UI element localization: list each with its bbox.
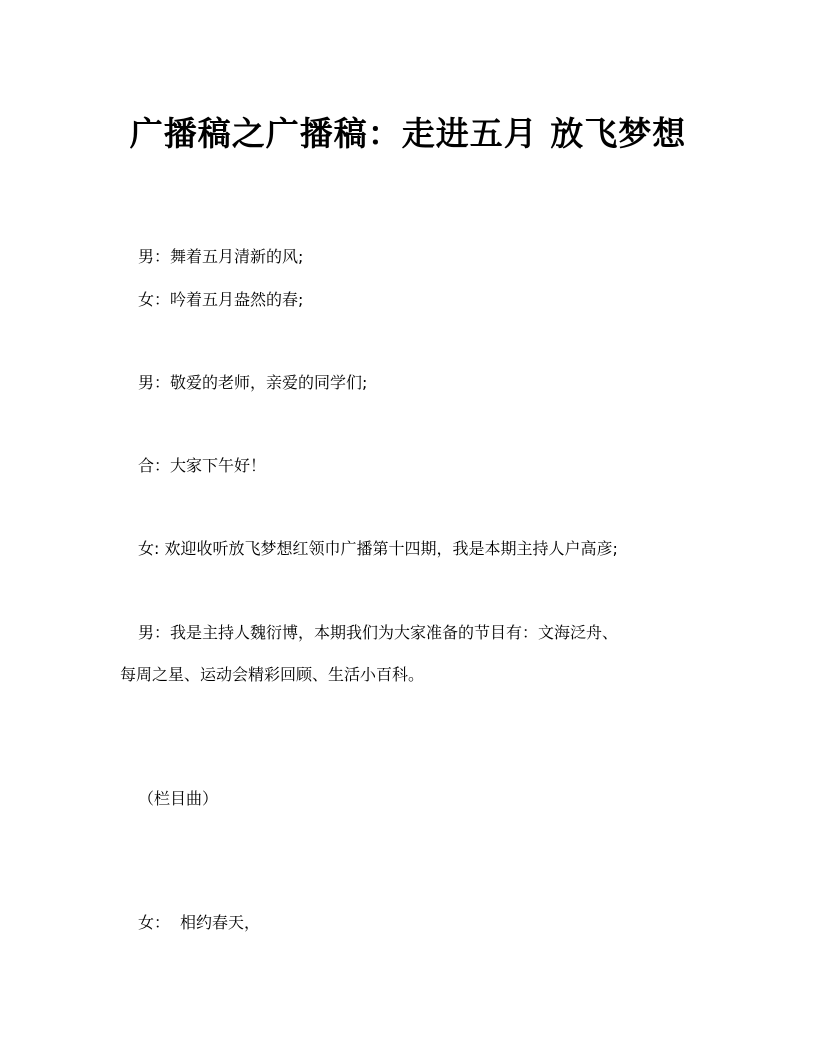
script-line-5: 女: 欢迎收听放飞梦想红领巾广播第十四期，我是本期主持人户高彦; [138,539,618,558]
script-line-1: 男：舞着五月清新的风; [138,247,304,266]
speaker-label: 女： [138,913,171,932]
script-line-2: 女：吟着五月盎然的春; [138,290,304,309]
document-title: 广播稿之广播稿：走进五月 放飞梦想 [129,114,687,153]
script-line-7 [138,912,260,934]
script-line-7-text: 相约春天， [180,913,261,932]
section-music-note: （栏目曲） [138,789,219,808]
script-line-6-continued: 每周之星、运动会精彩回顾、生活小百科。 [120,665,425,684]
script-line-4: 合：大家下午好！ [138,456,267,475]
script-line-3: 男：敬爱的老师，亲爱的同学们; [138,373,368,392]
script-line-6: 男：我是主持人魏衍博，本期我们为大家准备的节目有：文海泛舟、 [138,623,619,642]
